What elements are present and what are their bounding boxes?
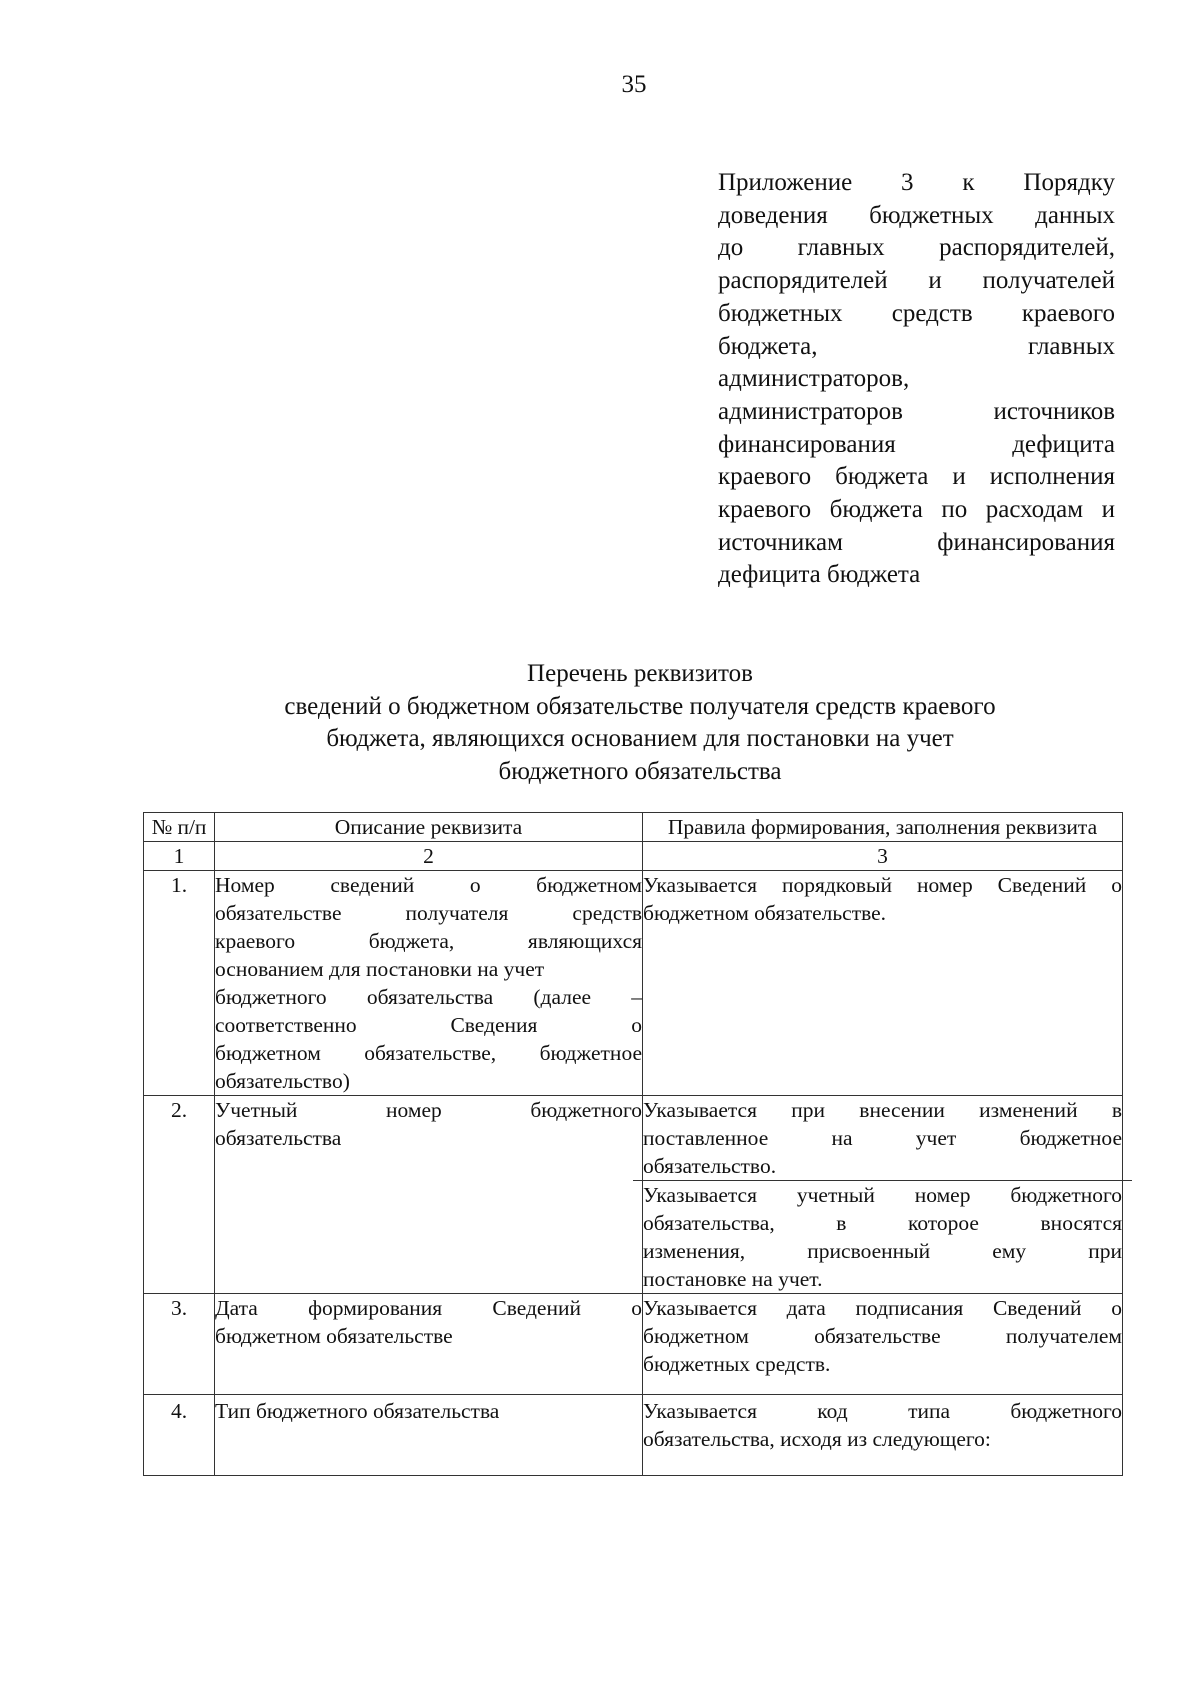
row-description	[215, 1096, 643, 1294]
text-line: Указывается дата подписания Сведений о	[643, 1296, 1122, 1320]
table-row	[144, 1096, 1123, 1294]
title-line: бюджетного обязательства	[498, 757, 782, 785]
rule-block	[643, 1096, 1122, 1180]
appendix-line: доведения бюджетных данных	[718, 201, 1115, 229]
appendix-line: Приложение 3 к Порядку	[718, 169, 1115, 196]
appendix-line: бюджета, главных	[718, 332, 1115, 360]
row-number: 3.	[144, 1294, 215, 1395]
row-rules	[643, 1096, 1123, 1294]
text-line: постановке на учет.	[643, 1267, 823, 1291]
row-number: 2.	[144, 1096, 215, 1294]
header-num: № п/п	[144, 813, 215, 842]
appendix-line: краевого бюджета и исполнения	[718, 463, 1115, 491]
text-line: бюджетного обязательства (далее –	[215, 985, 642, 1009]
appendix-line: администраторов,	[718, 365, 910, 393]
requisites-table	[143, 812, 1123, 1476]
text-line: Номер сведений о бюджетном	[215, 873, 642, 897]
page-number: 35	[621, 71, 647, 98]
text-line: Тип бюджетного обязательства	[215, 1399, 500, 1423]
column-number: 2	[215, 842, 643, 871]
appendix-line: дефицита бюджета	[718, 561, 921, 589]
text-line: обязательство)	[215, 1069, 350, 1093]
row-description	[215, 1294, 643, 1395]
text-line: Указывается учетный номер бюджетного	[643, 1183, 1122, 1207]
text-line: бюджетных средств.	[643, 1352, 831, 1376]
text-line: обязательство.	[643, 1154, 777, 1178]
appendix-line: краевого бюджета по расходам и	[718, 496, 1115, 524]
table-row	[144, 871, 1123, 1096]
appendix-line: распорядителей и получателей	[718, 267, 1115, 295]
table-header-row	[144, 813, 1123, 842]
rule-block	[633, 1180, 1132, 1293]
table-row	[144, 1294, 1123, 1395]
text-line: Учетный номер бюджетного	[215, 1098, 642, 1122]
appendix-line: администраторов источников	[718, 397, 1115, 425]
row-description	[215, 1395, 643, 1476]
text-line: соответственно Сведения о	[215, 1013, 642, 1037]
text-line: обязательства, в которое вносятся	[643, 1211, 1122, 1235]
title-line: сведений о бюджетном обязательстве получателя средств краевого	[284, 692, 996, 720]
title-line: бюджета, являющихся основанием для постановки на учет	[326, 725, 954, 752]
text-line: Указывается код типа бюджетного	[643, 1399, 1122, 1423]
column-number-row	[144, 842, 1123, 871]
text-line: обязательства, исходя из следующего:	[643, 1427, 991, 1451]
text-line: поставленное на учет бюджетное	[643, 1126, 1122, 1150]
row-number: 4.	[144, 1395, 215, 1476]
header-description: Описание реквизита	[215, 813, 643, 842]
table-row	[144, 1395, 1123, 1476]
text-line: обязательства	[215, 1126, 342, 1150]
row-number: 1.	[144, 871, 215, 1096]
text-line: основанием для постановки на учет	[215, 957, 545, 981]
header-rules: Правила формирования, заполнения реквизита	[643, 813, 1123, 842]
text-line: Указывается при внесении изменений в	[643, 1098, 1122, 1122]
appendix-line: бюджетных средств краевого	[718, 299, 1115, 327]
appendix-note	[718, 167, 1115, 592]
appendix-line: финансирования дефицита	[718, 430, 1115, 458]
text-line: бюджетном обязательстве	[215, 1324, 453, 1348]
document-title	[240, 658, 1040, 788]
text-line: бюджетном обязательстве, бюджетное	[215, 1041, 642, 1065]
text-line: изменения, присвоенный ему при	[643, 1239, 1122, 1263]
title-line: Перечень реквизитов	[527, 660, 753, 687]
text-line: краевого бюджета, являющихся	[215, 929, 642, 953]
row-rules	[643, 1395, 1123, 1476]
row-description	[215, 871, 643, 1096]
text-line: Дата формирования Сведений о	[215, 1296, 642, 1320]
appendix-line: до главных распорядителей,	[718, 234, 1115, 262]
text-line: обязательстве получателя средств	[215, 901, 642, 925]
row-rules	[643, 1294, 1123, 1395]
text-line: бюджетном обязательстве получателем	[643, 1324, 1122, 1348]
appendix-line: источникам финансирования	[718, 528, 1115, 556]
text-line: бюджетном обязательстве.	[643, 901, 887, 925]
text-line: Указывается порядковый номер Сведений о	[643, 873, 1122, 897]
column-number: 1	[144, 842, 215, 871]
row-rules	[643, 871, 1123, 1096]
column-number: 3	[643, 842, 1123, 871]
